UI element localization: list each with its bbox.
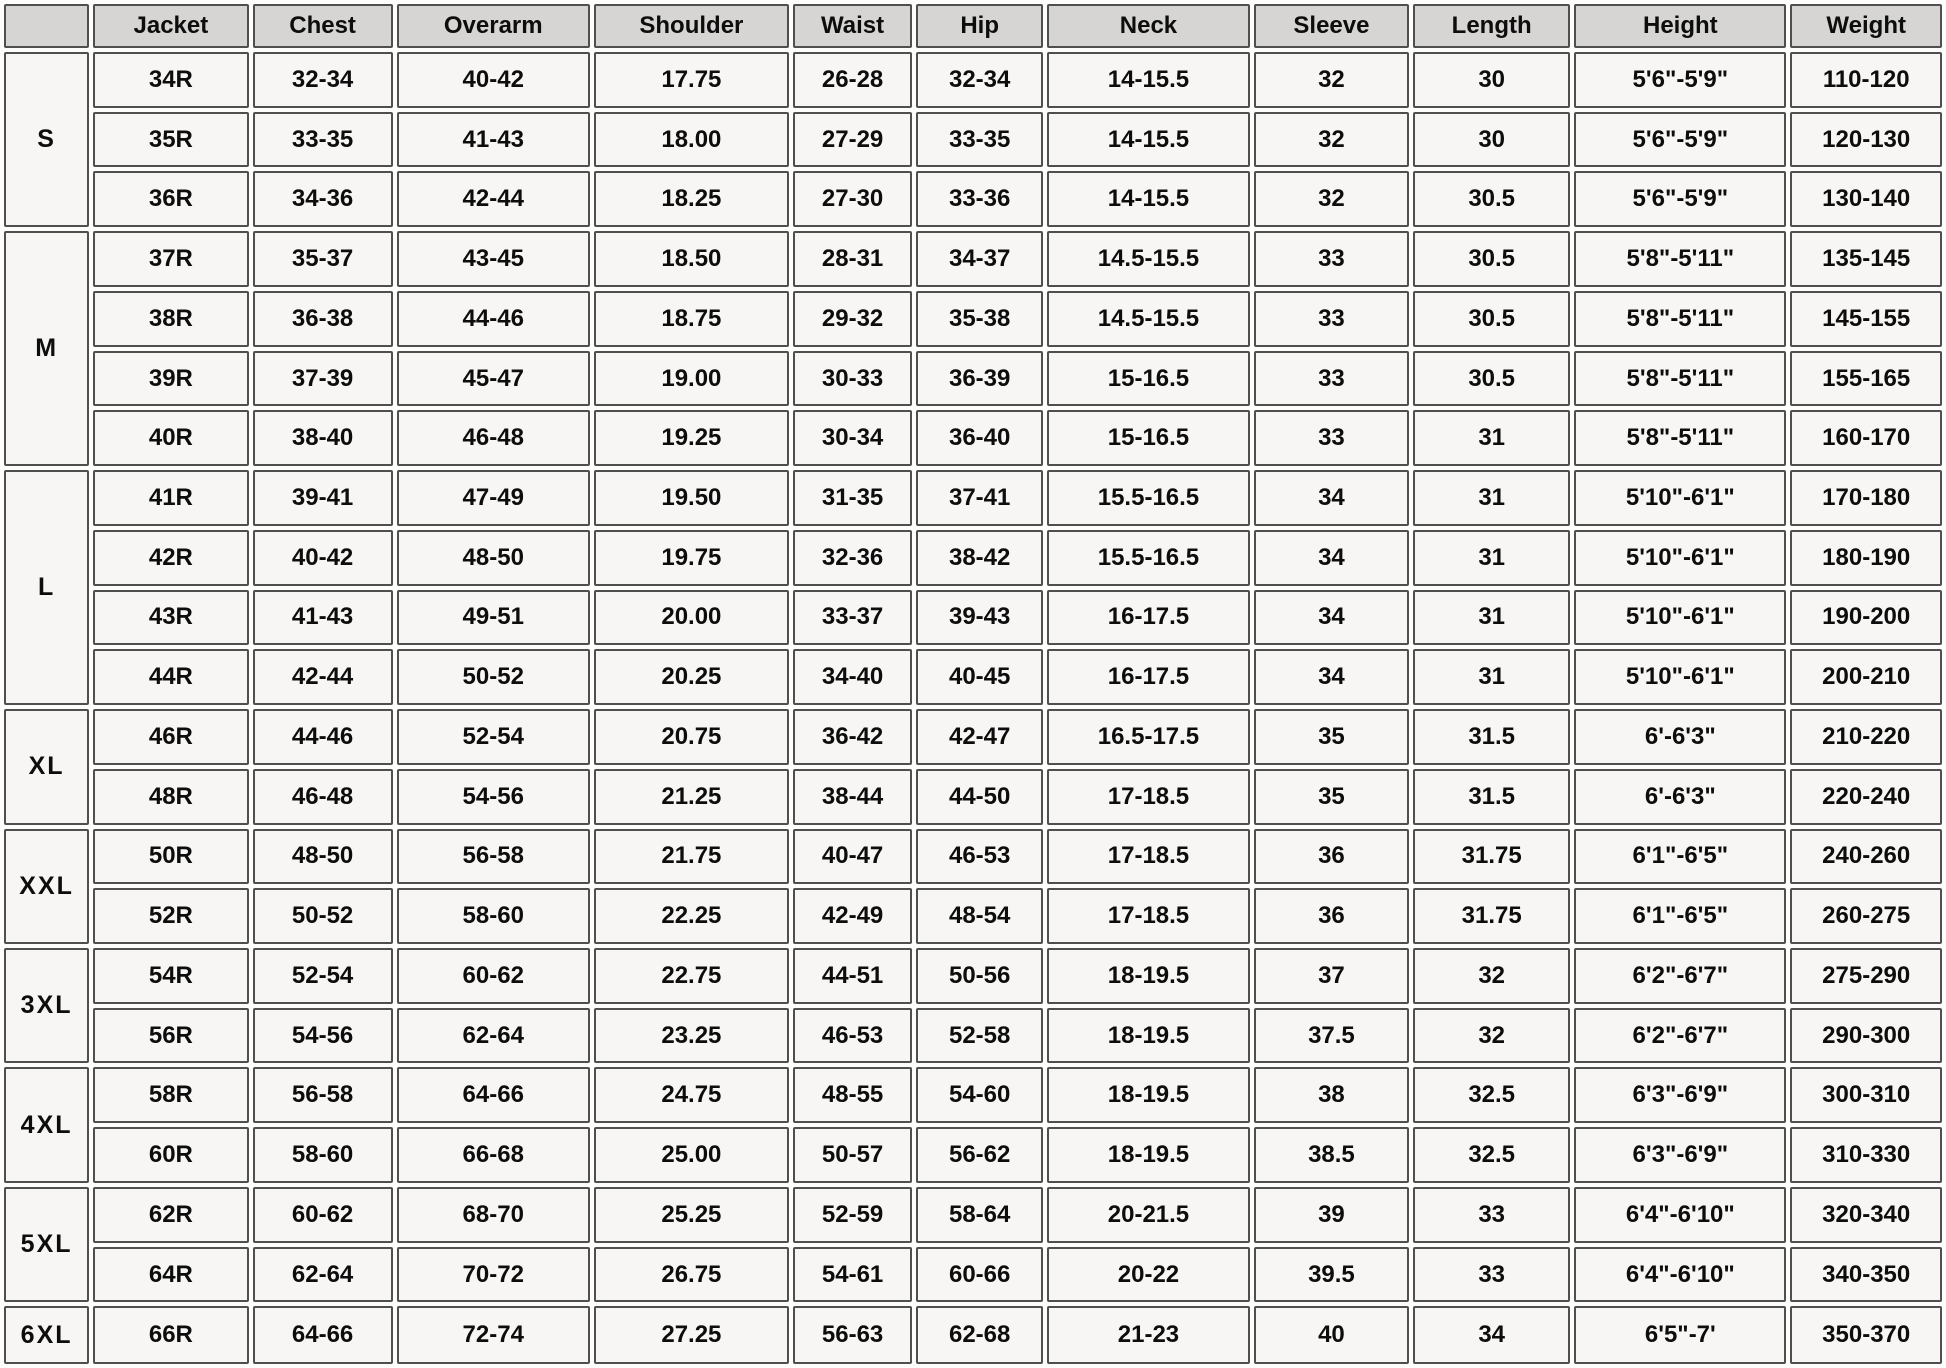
cell-neck: 18-19.5 xyxy=(1047,1008,1250,1064)
cell-hip: 52-58 xyxy=(916,1008,1043,1064)
cell-length: 30.5 xyxy=(1413,291,1570,347)
cell-jacket: 50R xyxy=(93,829,248,885)
cell-jacket: 62R xyxy=(93,1187,248,1243)
cell-hip: 36-39 xyxy=(916,351,1043,407)
cell-sleeve: 36 xyxy=(1254,888,1409,944)
col-header-neck: Neck xyxy=(1047,4,1250,48)
table-row xyxy=(4,112,1942,168)
cell-weight: 120-130 xyxy=(1790,112,1942,168)
cell-chest: 46-48 xyxy=(253,769,393,825)
cell-hip: 48-54 xyxy=(916,888,1043,944)
cell-neck: 18-19.5 xyxy=(1047,1127,1250,1183)
cell-neck: 14.5-15.5 xyxy=(1047,231,1250,287)
cell-hip: 37-41 xyxy=(916,470,1043,526)
cell-neck: 14-15.5 xyxy=(1047,112,1250,168)
cell-chest: 39-41 xyxy=(253,470,393,526)
cell-weight: 210-220 xyxy=(1790,709,1942,765)
cell-chest: 35-37 xyxy=(253,231,393,287)
cell-length: 32 xyxy=(1413,1008,1570,1064)
cell-weight: 300-310 xyxy=(1790,1067,1942,1123)
cell-length: 30.5 xyxy=(1413,231,1570,287)
cell-length: 31 xyxy=(1413,590,1570,646)
cell-shoulder: 22.75 xyxy=(594,948,789,1004)
cell-jacket: 34R xyxy=(93,52,248,108)
cell-waist: 28-31 xyxy=(793,231,912,287)
cell-hip: 54-60 xyxy=(916,1067,1043,1123)
cell-overarm: 47-49 xyxy=(397,470,590,526)
size-group-cell: XXL xyxy=(4,829,89,944)
cell-height: 5'10"-6'1" xyxy=(1574,649,1786,705)
cell-length: 34 xyxy=(1413,1306,1570,1364)
cell-overarm: 62-64 xyxy=(397,1008,590,1064)
cell-length: 31 xyxy=(1413,470,1570,526)
cell-overarm: 58-60 xyxy=(397,888,590,944)
table-row xyxy=(4,829,1942,885)
cell-height: 6'5"-7' xyxy=(1574,1306,1786,1364)
cell-weight: 170-180 xyxy=(1790,470,1942,526)
cell-overarm: 60-62 xyxy=(397,948,590,1004)
table-row xyxy=(4,530,1942,586)
table-row xyxy=(4,52,1942,108)
cell-chest: 33-35 xyxy=(253,112,393,168)
cell-shoulder: 27.25 xyxy=(594,1306,789,1364)
table-row xyxy=(4,769,1942,825)
cell-waist: 50-57 xyxy=(793,1127,912,1183)
cell-chest: 37-39 xyxy=(253,351,393,407)
cell-sleeve: 35 xyxy=(1254,769,1409,825)
cell-sleeve: 38 xyxy=(1254,1067,1409,1123)
cell-height: 5'10"-6'1" xyxy=(1574,530,1786,586)
cell-waist: 30-34 xyxy=(793,410,912,466)
cell-neck: 21-23 xyxy=(1047,1306,1250,1364)
cell-overarm: 42-44 xyxy=(397,171,590,227)
cell-neck: 16.5-17.5 xyxy=(1047,709,1250,765)
cell-weight: 190-200 xyxy=(1790,590,1942,646)
cell-length: 31.75 xyxy=(1413,888,1570,944)
cell-sleeve: 37 xyxy=(1254,948,1409,1004)
cell-waist: 31-35 xyxy=(793,470,912,526)
table-body xyxy=(4,52,1942,1364)
cell-height: 5'6"-5'9" xyxy=(1574,171,1786,227)
cell-waist: 48-55 xyxy=(793,1067,912,1123)
cell-neck: 15-16.5 xyxy=(1047,351,1250,407)
cell-neck: 17-18.5 xyxy=(1047,829,1250,885)
cell-sleeve: 32 xyxy=(1254,171,1409,227)
cell-waist: 26-28 xyxy=(793,52,912,108)
cell-overarm: 49-51 xyxy=(397,590,590,646)
table-row xyxy=(4,649,1942,705)
cell-hip: 33-36 xyxy=(916,171,1043,227)
table-row xyxy=(4,590,1942,646)
size-group-cell: S xyxy=(4,52,89,227)
cell-chest: 48-50 xyxy=(253,829,393,885)
cell-weight: 310-330 xyxy=(1790,1127,1942,1183)
cell-shoulder: 20.00 xyxy=(594,590,789,646)
cell-waist: 44-51 xyxy=(793,948,912,1004)
header-row xyxy=(4,4,1942,48)
cell-weight: 135-145 xyxy=(1790,231,1942,287)
col-header-hip: Hip xyxy=(916,4,1043,48)
cell-jacket: 40R xyxy=(93,410,248,466)
cell-hip: 44-50 xyxy=(916,769,1043,825)
table-header xyxy=(4,4,1942,48)
cell-length: 31 xyxy=(1413,649,1570,705)
cell-chest: 40-42 xyxy=(253,530,393,586)
cell-overarm: 52-54 xyxy=(397,709,590,765)
cell-height: 5'8"-5'11" xyxy=(1574,231,1786,287)
cell-shoulder: 21.25 xyxy=(594,769,789,825)
cell-sleeve: 38.5 xyxy=(1254,1127,1409,1183)
cell-overarm: 50-52 xyxy=(397,649,590,705)
cell-overarm: 43-45 xyxy=(397,231,590,287)
cell-weight: 240-260 xyxy=(1790,829,1942,885)
cell-sleeve: 34 xyxy=(1254,530,1409,586)
col-header-chest: Chest xyxy=(253,4,393,48)
cell-waist: 30-33 xyxy=(793,351,912,407)
cell-weight: 260-275 xyxy=(1790,888,1942,944)
cell-overarm: 56-58 xyxy=(397,829,590,885)
cell-sleeve: 39 xyxy=(1254,1187,1409,1243)
cell-length: 30.5 xyxy=(1413,351,1570,407)
cell-neck: 16-17.5 xyxy=(1047,590,1250,646)
table-row xyxy=(4,410,1942,466)
col-header-waist: Waist xyxy=(793,4,912,48)
cell-length: 30 xyxy=(1413,52,1570,108)
cell-shoulder: 18.75 xyxy=(594,291,789,347)
cell-height: 6'3"-6'9" xyxy=(1574,1127,1786,1183)
size-group-cell: XL xyxy=(4,709,89,824)
cell-waist: 34-40 xyxy=(793,649,912,705)
cell-height: 6'3"-6'9" xyxy=(1574,1067,1786,1123)
cell-overarm: 72-74 xyxy=(397,1306,590,1364)
cell-sleeve: 33 xyxy=(1254,351,1409,407)
cell-length: 30 xyxy=(1413,112,1570,168)
table-row xyxy=(4,1127,1942,1183)
cell-sleeve: 33 xyxy=(1254,291,1409,347)
table-row xyxy=(4,1008,1942,1064)
cell-sleeve: 34 xyxy=(1254,470,1409,526)
cell-jacket: 43R xyxy=(93,590,248,646)
cell-jacket: 37R xyxy=(93,231,248,287)
cell-height: 5'10"-6'1" xyxy=(1574,590,1786,646)
cell-length: 32 xyxy=(1413,948,1570,1004)
cell-length: 30.5 xyxy=(1413,171,1570,227)
cell-waist: 54-61 xyxy=(793,1247,912,1303)
cell-shoulder: 25.25 xyxy=(594,1187,789,1243)
cell-waist: 33-37 xyxy=(793,590,912,646)
cell-jacket: 48R xyxy=(93,769,248,825)
cell-shoulder: 20.25 xyxy=(594,649,789,705)
cell-jacket: 56R xyxy=(93,1008,248,1064)
cell-hip: 38-42 xyxy=(916,530,1043,586)
cell-neck: 18-19.5 xyxy=(1047,948,1250,1004)
cell-weight: 130-140 xyxy=(1790,171,1942,227)
cell-jacket: 39R xyxy=(93,351,248,407)
cell-jacket: 66R xyxy=(93,1306,248,1364)
cell-chest: 54-56 xyxy=(253,1008,393,1064)
cell-length: 33 xyxy=(1413,1247,1570,1303)
cell-height: 6'4"-6'10" xyxy=(1574,1187,1786,1243)
table-row xyxy=(4,1187,1942,1243)
cell-hip: 39-43 xyxy=(916,590,1043,646)
cell-hip: 40-45 xyxy=(916,649,1043,705)
cell-sleeve: 34 xyxy=(1254,590,1409,646)
cell-chest: 56-58 xyxy=(253,1067,393,1123)
cell-jacket: 41R xyxy=(93,470,248,526)
cell-chest: 64-66 xyxy=(253,1306,393,1364)
cell-waist: 40-47 xyxy=(793,829,912,885)
cell-shoulder: 18.50 xyxy=(594,231,789,287)
table-row xyxy=(4,291,1942,347)
cell-length: 31.5 xyxy=(1413,709,1570,765)
cell-overarm: 70-72 xyxy=(397,1247,590,1303)
cell-height: 5'10"-6'1" xyxy=(1574,470,1786,526)
cell-waist: 32-36 xyxy=(793,530,912,586)
cell-sleeve: 35 xyxy=(1254,709,1409,765)
cell-jacket: 44R xyxy=(93,649,248,705)
cell-hip: 46-53 xyxy=(916,829,1043,885)
cell-chest: 36-38 xyxy=(253,291,393,347)
cell-waist: 56-63 xyxy=(793,1306,912,1364)
cell-length: 32.5 xyxy=(1413,1067,1570,1123)
cell-weight: 160-170 xyxy=(1790,410,1942,466)
cell-overarm: 44-46 xyxy=(397,291,590,347)
table-row xyxy=(4,1247,1942,1303)
cell-hip: 62-68 xyxy=(916,1306,1043,1364)
cell-overarm: 54-56 xyxy=(397,769,590,825)
cell-waist: 27-30 xyxy=(793,171,912,227)
cell-height: 6'2"-6'7" xyxy=(1574,948,1786,1004)
cell-length: 31.5 xyxy=(1413,769,1570,825)
cell-height: 6'-6'3" xyxy=(1574,769,1786,825)
cell-hip: 32-34 xyxy=(916,52,1043,108)
cell-neck: 18-19.5 xyxy=(1047,1067,1250,1123)
cell-neck: 14.5-15.5 xyxy=(1047,291,1250,347)
cell-neck: 17-18.5 xyxy=(1047,888,1250,944)
cell-sleeve: 32 xyxy=(1254,112,1409,168)
cell-chest: 52-54 xyxy=(253,948,393,1004)
cell-neck: 17-18.5 xyxy=(1047,769,1250,825)
cell-shoulder: 18.00 xyxy=(594,112,789,168)
cell-sleeve: 40 xyxy=(1254,1306,1409,1364)
cell-hip: 60-66 xyxy=(916,1247,1043,1303)
cell-neck: 15-16.5 xyxy=(1047,410,1250,466)
cell-weight: 350-370 xyxy=(1790,1306,1942,1364)
cell-hip: 56-62 xyxy=(916,1127,1043,1183)
cell-length: 31 xyxy=(1413,530,1570,586)
cell-height: 6'4"-6'10" xyxy=(1574,1247,1786,1303)
cell-weight: 110-120 xyxy=(1790,52,1942,108)
cell-waist: 46-53 xyxy=(793,1008,912,1064)
col-header-sleeve: Sleeve xyxy=(1254,4,1409,48)
cell-overarm: 41-43 xyxy=(397,112,590,168)
cell-hip: 50-56 xyxy=(916,948,1043,1004)
cell-hip: 34-37 xyxy=(916,231,1043,287)
cell-chest: 50-52 xyxy=(253,888,393,944)
cell-chest: 44-46 xyxy=(253,709,393,765)
cell-hip: 42-47 xyxy=(916,709,1043,765)
cell-weight: 340-350 xyxy=(1790,1247,1942,1303)
cell-length: 33 xyxy=(1413,1187,1570,1243)
table-row xyxy=(4,231,1942,287)
cell-waist: 29-32 xyxy=(793,291,912,347)
cell-length: 31 xyxy=(1413,410,1570,466)
table-row xyxy=(4,171,1942,227)
cell-shoulder: 19.00 xyxy=(594,351,789,407)
cell-waist: 52-59 xyxy=(793,1187,912,1243)
cell-jacket: 52R xyxy=(93,888,248,944)
cell-weight: 180-190 xyxy=(1790,530,1942,586)
cell-neck: 20-22 xyxy=(1047,1247,1250,1303)
cell-chest: 62-64 xyxy=(253,1247,393,1303)
cell-chest: 58-60 xyxy=(253,1127,393,1183)
cell-neck: 16-17.5 xyxy=(1047,649,1250,705)
cell-neck: 14-15.5 xyxy=(1047,171,1250,227)
cell-chest: 34-36 xyxy=(253,171,393,227)
cell-weight: 220-240 xyxy=(1790,769,1942,825)
cell-shoulder: 21.75 xyxy=(594,829,789,885)
cell-weight: 320-340 xyxy=(1790,1187,1942,1243)
cell-jacket: 36R xyxy=(93,171,248,227)
cell-chest: 60-62 xyxy=(253,1187,393,1243)
size-group-cell: 3XL xyxy=(4,948,89,1063)
cell-chest: 41-43 xyxy=(253,590,393,646)
cell-shoulder: 23.25 xyxy=(594,1008,789,1064)
cell-hip: 35-38 xyxy=(916,291,1043,347)
cell-jacket: 64R xyxy=(93,1247,248,1303)
cell-length: 32.5 xyxy=(1413,1127,1570,1183)
cell-waist: 36-42 xyxy=(793,709,912,765)
table-row xyxy=(4,351,1942,407)
size-group-cell: 6XL xyxy=(4,1306,89,1364)
table-row xyxy=(4,1067,1942,1123)
cell-sleeve: 39.5 xyxy=(1254,1247,1409,1303)
cell-sleeve: 34 xyxy=(1254,649,1409,705)
cell-overarm: 40-42 xyxy=(397,52,590,108)
cell-waist: 42-49 xyxy=(793,888,912,944)
cell-height: 6'1"-6'5" xyxy=(1574,829,1786,885)
cell-waist: 27-29 xyxy=(793,112,912,168)
cell-neck: 15.5-16.5 xyxy=(1047,530,1250,586)
cell-weight: 290-300 xyxy=(1790,1008,1942,1064)
size-group-cell: L xyxy=(4,470,89,705)
cell-shoulder: 18.25 xyxy=(594,171,789,227)
cell-height: 5'6"-5'9" xyxy=(1574,52,1786,108)
cell-weight: 145-155 xyxy=(1790,291,1942,347)
cell-shoulder: 19.50 xyxy=(594,470,789,526)
cell-chest: 42-44 xyxy=(253,649,393,705)
cell-shoulder: 26.75 xyxy=(594,1247,789,1303)
cell-height: 6'2"-6'7" xyxy=(1574,1008,1786,1064)
cell-shoulder: 19.75 xyxy=(594,530,789,586)
cell-hip: 36-40 xyxy=(916,410,1043,466)
cell-jacket: 54R xyxy=(93,948,248,1004)
cell-neck: 14-15.5 xyxy=(1047,52,1250,108)
cell-jacket: 42R xyxy=(93,530,248,586)
cell-shoulder: 22.25 xyxy=(594,888,789,944)
cell-weight: 275-290 xyxy=(1790,948,1942,1004)
cell-sleeve: 33 xyxy=(1254,231,1409,287)
cell-shoulder: 25.00 xyxy=(594,1127,789,1183)
cell-jacket: 60R xyxy=(93,1127,248,1183)
size-group-cell: 4XL xyxy=(4,1067,89,1182)
cell-hip: 33-35 xyxy=(916,112,1043,168)
size-group-cell: M xyxy=(4,231,89,466)
cell-length: 31.75 xyxy=(1413,829,1570,885)
cell-shoulder: 24.75 xyxy=(594,1067,789,1123)
cell-overarm: 46-48 xyxy=(397,410,590,466)
col-header-height: Height xyxy=(1574,4,1786,48)
table-row xyxy=(4,888,1942,944)
table-row xyxy=(4,709,1942,765)
cell-jacket: 46R xyxy=(93,709,248,765)
table-row xyxy=(4,948,1942,1004)
corner-header xyxy=(4,4,89,48)
cell-waist: 38-44 xyxy=(793,769,912,825)
col-header-jacket: Jacket xyxy=(93,4,248,48)
cell-height: 6'-6'3" xyxy=(1574,709,1786,765)
cell-jacket: 38R xyxy=(93,291,248,347)
col-header-shoulder: Shoulder xyxy=(594,4,789,48)
cell-overarm: 66-68 xyxy=(397,1127,590,1183)
cell-height: 5'8"-5'11" xyxy=(1574,291,1786,347)
cell-shoulder: 17.75 xyxy=(594,52,789,108)
col-header-weight: Weight xyxy=(1790,4,1942,48)
cell-jacket: 35R xyxy=(93,112,248,168)
cell-jacket: 58R xyxy=(93,1067,248,1123)
cell-height: 5'8"-5'11" xyxy=(1574,351,1786,407)
cell-chest: 38-40 xyxy=(253,410,393,466)
cell-overarm: 64-66 xyxy=(397,1067,590,1123)
cell-height: 6'1"-6'5" xyxy=(1574,888,1786,944)
cell-sleeve: 33 xyxy=(1254,410,1409,466)
cell-height: 5'8"-5'11" xyxy=(1574,410,1786,466)
col-header-overarm: Overarm xyxy=(397,4,590,48)
cell-neck: 15.5-16.5 xyxy=(1047,470,1250,526)
cell-sleeve: 32 xyxy=(1254,52,1409,108)
cell-sleeve: 37.5 xyxy=(1254,1008,1409,1064)
cell-overarm: 45-47 xyxy=(397,351,590,407)
cell-sleeve: 36 xyxy=(1254,829,1409,885)
cell-overarm: 48-50 xyxy=(397,530,590,586)
table-row xyxy=(4,1306,1942,1364)
cell-height: 5'6"-5'9" xyxy=(1574,112,1786,168)
cell-shoulder: 19.25 xyxy=(594,410,789,466)
table-row xyxy=(4,470,1942,526)
cell-overarm: 68-70 xyxy=(397,1187,590,1243)
cell-chest: 32-34 xyxy=(253,52,393,108)
cell-hip: 58-64 xyxy=(916,1187,1043,1243)
col-header-length: Length xyxy=(1413,4,1570,48)
cell-weight: 200-210 xyxy=(1790,649,1942,705)
size-group-cell: 5XL xyxy=(4,1187,89,1302)
cell-shoulder: 20.75 xyxy=(594,709,789,765)
cell-neck: 20-21.5 xyxy=(1047,1187,1250,1243)
cell-weight: 155-165 xyxy=(1790,351,1942,407)
